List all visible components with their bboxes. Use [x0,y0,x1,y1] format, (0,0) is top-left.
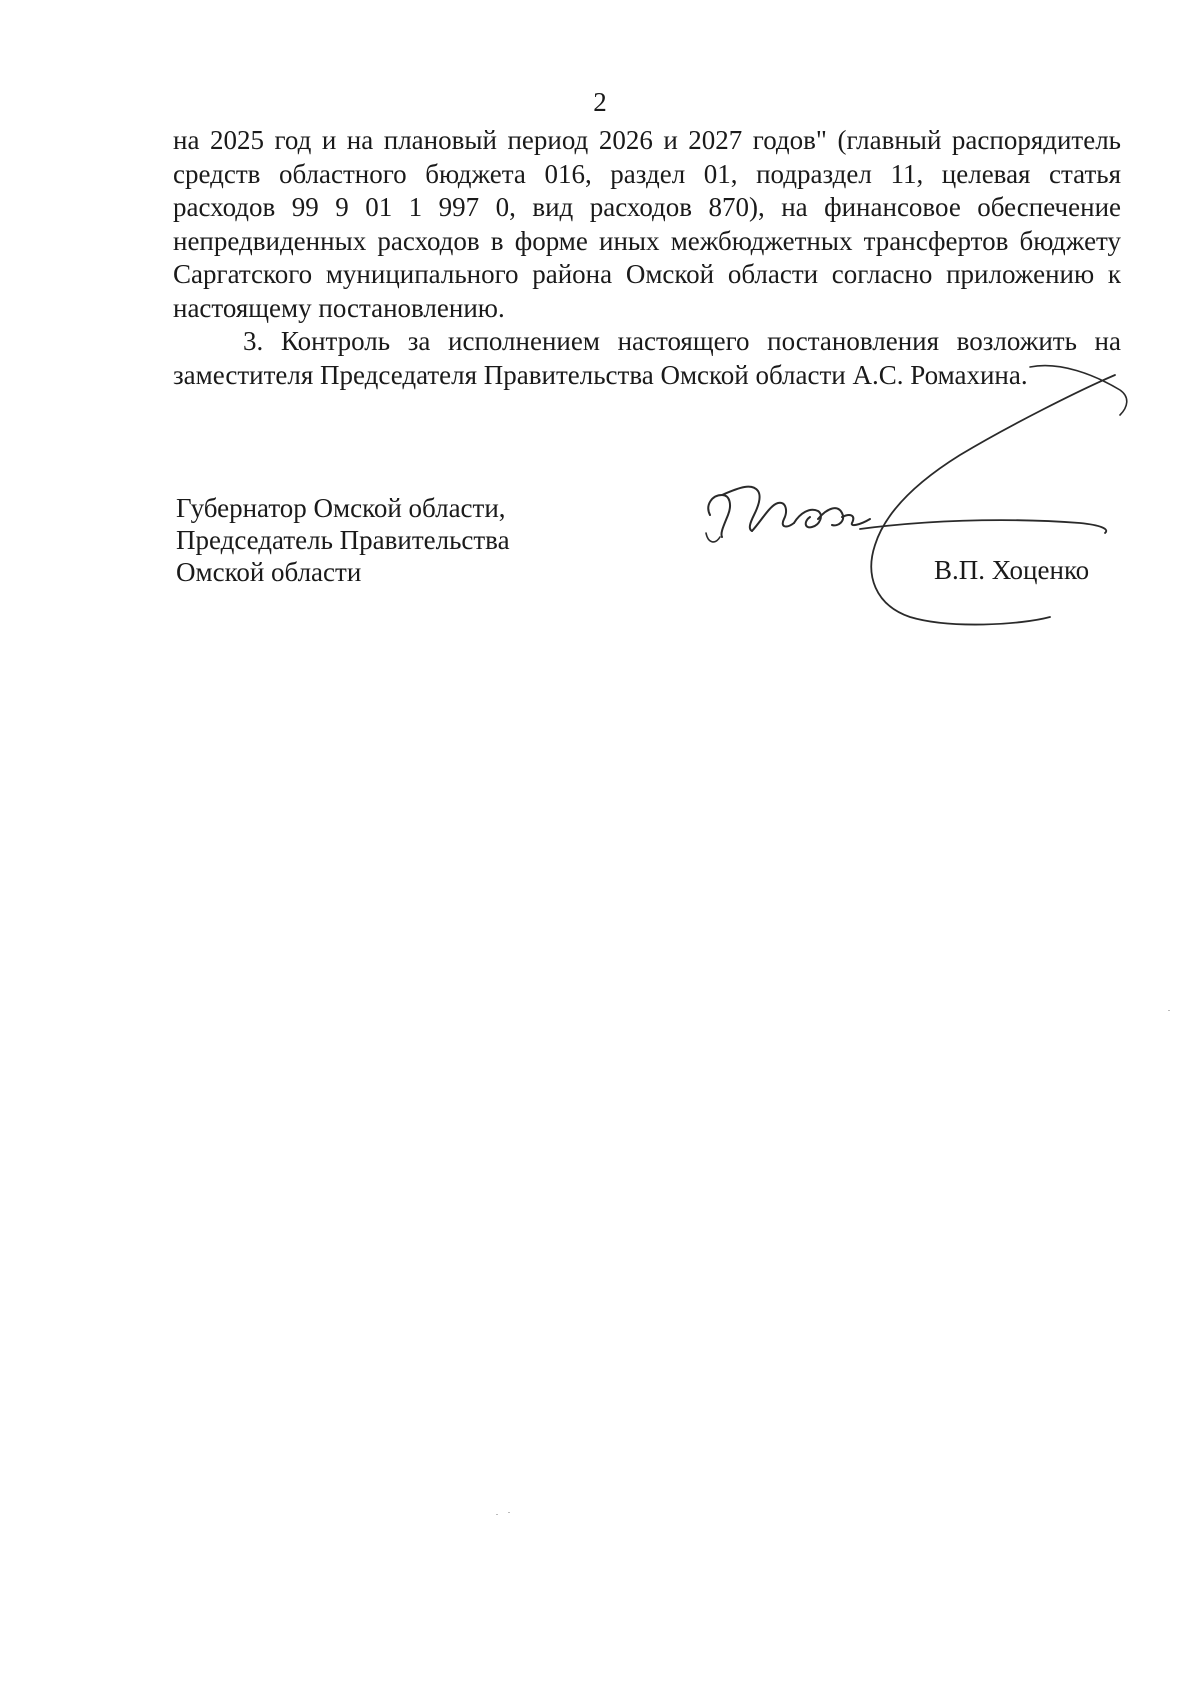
scan-speck [1168,1010,1170,1011]
handwritten-signature [700,355,1160,635]
position-line-region: Омской области [176,557,362,587]
position-line-chairman: Председатель Правительства [176,525,510,555]
paragraph-3-control: 3. Контроль за исполнением настоящего постановления возложить на заместителя Председателя Правительства Омской области А.С. Ромахина. [173,326,1121,390]
page-number: 2 [593,87,607,117]
paragraph-continuation: на 2025 год и на плановый период 2026 и 2027 годов" (главный распорядитель средств областного бюджета 016, раздел 01, подраздел 11, целевая статья расходов 99 9 01 1 997 0, вид расходов 870), на финансовое обеспечение непредвиденных расходов в форме иных межбюджетных трансфертов бюджету Саргатского муниципального района Омской области согласно приложению к настоящему постановлению. [173,125,1121,323]
signer-name: В.П. Хоценко [934,555,1090,585]
scan-speck [496,1514,498,1515]
scan-speck [508,1512,510,1513]
signatory-position [176,492,596,588]
position-line-governor: Губернатор Омской области, [176,493,506,523]
document-body [173,124,1121,392]
